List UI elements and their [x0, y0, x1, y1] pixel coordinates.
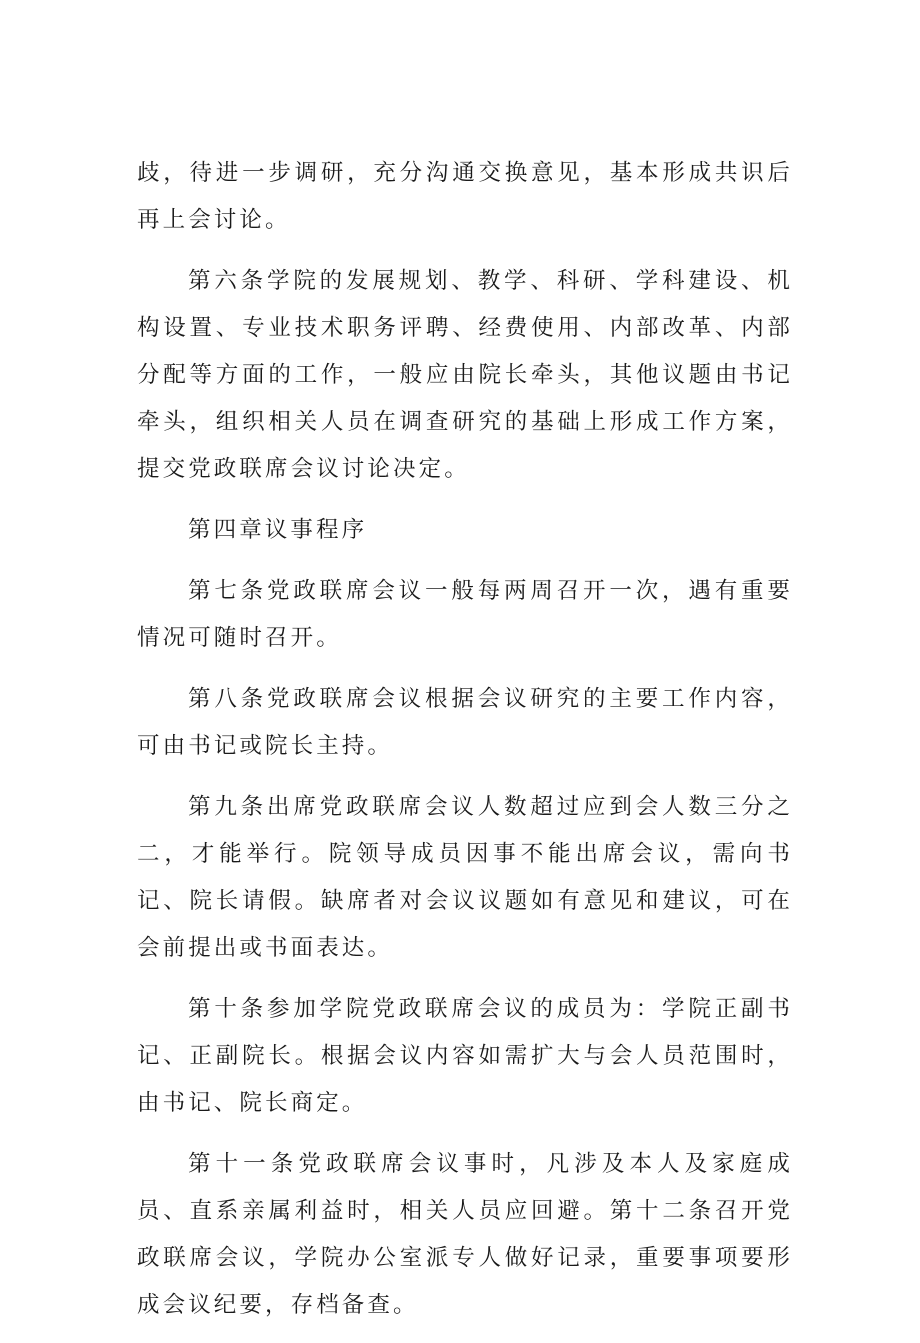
paragraph-article-8: 第八条党政联席会议根据会议研究的主要工作内容，可由书记或院长主持。: [137, 686, 793, 759]
paragraph-continuation: 歧，待进一步调研，充分沟通交换意见，基本形成共识后再上会讨论。: [137, 160, 793, 233]
paragraph-article-7: 第七条党政联席会议一般每两周召开一次，遇有重要情况可随时召开。: [137, 578, 793, 651]
paragraph-article-10: 第十条参加学院党政联席会议的成员为：学院正副书记、正副院长。根据会议内容如需扩大与会人员范围时，由书记、院长商定。: [137, 996, 793, 1116]
chapter-heading-4: 第四章议事程序: [188, 517, 368, 543]
paragraph-article-6: 第六条学院的发展规划、教学、科研、学科建设、机构设置、专业技术职务评聘、经费使用、内部改革、内部分配等方面的工作，一般应由院长牵头，其他议题由书记牵头，组织相关人员在调查研究的基础上形成工作方案，提交党政联席会议讨论决定。: [137, 268, 793, 482]
document-body: [137, 150, 793, 1343]
paragraph-article-9: 第九条出席党政联席会议人数超过应到会人数三分之二，才能举行。院领导成员因事不能出席会议，需向书记、院长请假。缺席者对会议议题如有意见和建议，可在会前提出或书面表达。: [137, 794, 793, 961]
paragraph-article-11-12: 第十一条党政联席会议事时，凡涉及本人及家庭成员、直系亲属利益时，相关人员应回避。第十二条召开党政联席会议，学院办公室派专人做好记录，重要事项要形成会议纪要，存档备查。: [137, 1151, 793, 1318]
